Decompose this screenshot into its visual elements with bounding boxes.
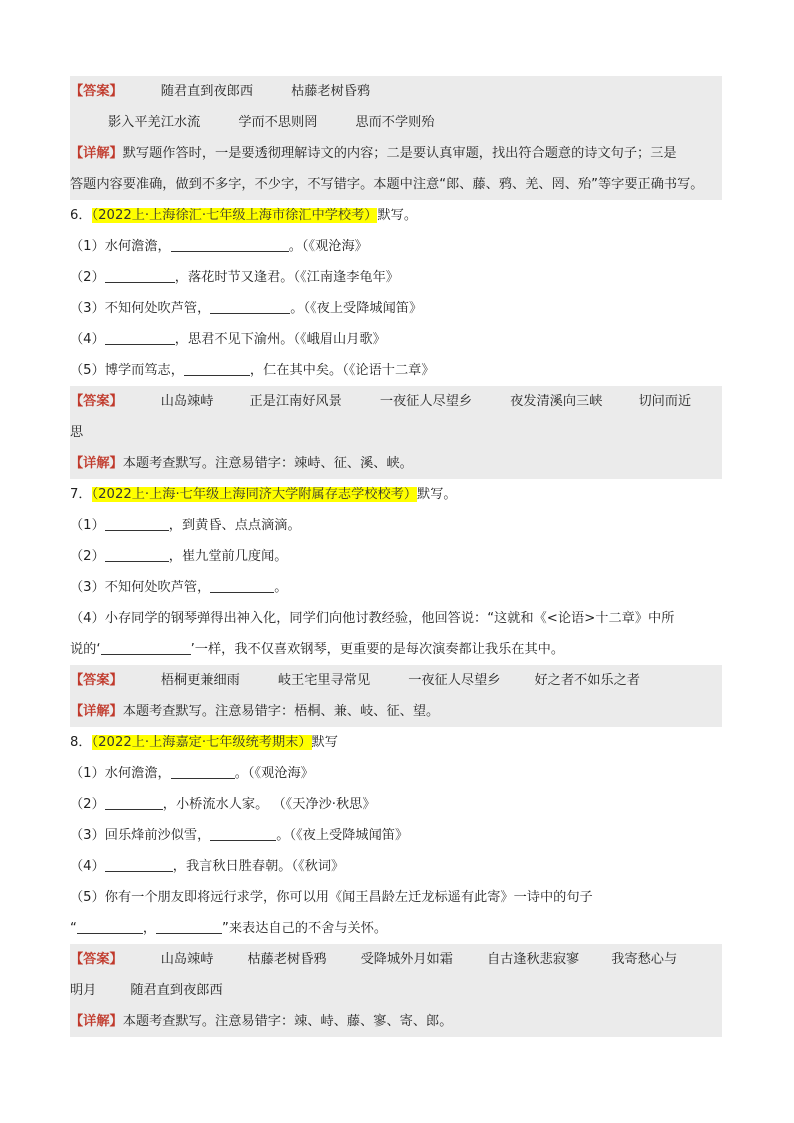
q6-answer-wrap [70,417,722,448]
answer-item: 随君直到夜郎西 [160,84,254,99]
q7-item-4 [70,603,722,634]
q8-item-4 [70,851,722,882]
q6-item-2 [70,262,722,293]
item-text: （5）你有一个朋友即将远行求学，你可以用《闻王昌龄左迁龙标遥有此寄》一诗中的句子 [70,890,593,905]
answer-blank [156,920,222,934]
detail-text: 本题考查默写。注意易错字：梧桐、兼、岐、征、望。 [122,704,440,719]
q7-item-1 [70,510,722,541]
answer-item: 夜发清溪向三峡 [510,394,603,409]
item-text: 说的‘ [70,642,101,657]
answer-blank [105,331,175,345]
answer-blank [101,641,191,655]
item-text: 。（《观沧海》 [234,766,314,781]
item-text: ’一样，我不仅喜欢钢琴，更重要的是每次演奏都让我乐在其中。 [190,642,565,657]
answer-item: 自古逢秋悲寂寥 [486,952,580,967]
q8-item-5-line-2 [70,913,722,944]
item-text: ，思君不见下渝州。（《峨眉山月歌》 [174,332,386,347]
answer-tag: 【答案】 [70,84,123,99]
item-text: ，落花时节又逢君。（《江南逢李龟年》 [174,270,399,285]
answer-item: 受降城外月如霜 [360,952,453,967]
question-source: （2022上·上海嘉定·七年级统考期末） [91,735,312,750]
answer-item: 梧桐更兼细雨 [160,673,240,688]
question-instruction: 默写。 [417,487,457,502]
q8-item-3 [70,820,722,851]
question-source: （2022上·上海徐汇·七年级上海市徐汇中学校考） [91,208,378,223]
item-text: （1） [70,518,105,533]
question-source: （2022上·上海·七年级上海同济大学附属存志学校校考） [91,487,418,502]
answer-item: 岐王宅里寻常见 [277,673,371,688]
item-text: 。（《夜上受降城闻笛》 [276,828,409,843]
item-text: 。（《夜上受降城闻笛》 [290,301,423,316]
item-text: （2） [70,549,105,564]
answer-blank [210,579,274,593]
answer-item: 影入平羌江水流 [108,115,201,130]
item-text: （3）不知何处吹芦管， [70,580,211,595]
answer-blank [184,362,250,376]
item-text: ，崔九堂前几度闻。 [168,549,288,564]
q8-answer-row [70,944,722,975]
answer-item: 学而不思则罔 [238,115,318,130]
item-text: （4）小存同学的钢琴弹得出神入化，同学们向他讨教经验，他回答说：“这就和《<论语>十二章》中所 [70,611,675,626]
item-text: （1）水何澹澹， [70,766,171,781]
item-text: ， [142,921,157,936]
answer-item: 一夜征人尽望乡 [408,673,501,688]
q8-item-5 [70,882,722,913]
answer-tag: 【答案】 [70,673,123,688]
q7-item-3 [70,572,722,603]
q7-item-2 [70,541,722,572]
q7-answer-row [70,665,722,696]
q8-item-1 [70,758,722,789]
detail-tag: 【详解】 [70,704,123,719]
answer-blank [105,858,173,872]
item-text: （3）不知何处吹芦管， [70,301,211,316]
answer-tag: 【答案】 [70,394,123,409]
detail-text: 本题考查默写。注意易错字：竦峙、征、溪、峡。 [122,456,413,471]
item-text: （3）回乐烽前沙似雪， [70,828,211,843]
q8-answer-wrap [70,975,722,1006]
item-text: ”来表达自己的不舍与关怀。 [222,921,388,936]
answer-item: 山岛竦峙 [160,394,214,409]
answer-blank [105,796,163,810]
answer-item: 枯藤老树昏鸦 [247,952,327,967]
q6-item-4 [70,324,722,355]
q5-detail-row-2 [70,169,722,200]
q7-item-4-line-2 [70,634,722,665]
q8-header [70,727,722,758]
question-number: 7． [70,487,92,502]
item-text: （2） [70,797,105,812]
document-page [70,76,722,1037]
item-text: （4） [70,332,105,347]
q5-answer-row [70,76,722,107]
detail-tag: 【详解】 [70,456,123,471]
detail-text: 本题考查默写。注意易错字：竦、峙、藤、寥、寄、郎。 [122,1014,453,1029]
item-text: ，到黄昏、点点滴滴。 [168,518,301,533]
item-text: ，仁在其中矣。（《论语十二章》 [249,363,435,378]
answer-blank [105,548,169,562]
answer-item: 明月 [70,983,97,998]
answer-blank [105,269,175,283]
item-text: ，小桥流水人家。 （《天净沙·秋思》 [162,797,376,812]
q6-item-3 [70,293,722,324]
item-text: （4） [70,859,105,874]
q5-detail-row [70,138,722,169]
answer-blank [105,517,169,531]
q5-answer-row-2 [70,107,722,138]
detail-tag: 【详解】 [70,1014,123,1029]
q8-detail-row [70,1006,722,1037]
q6-item-1 [70,231,722,262]
item-text: 。（《观沧海》 [288,239,368,254]
answer-item: 好之者不如乐之者 [534,673,640,688]
answer-blank [171,765,235,779]
q6-header [70,200,722,231]
answer-blank [210,827,276,841]
item-text: “ [70,921,77,936]
item-text: ，我言秋日胜春朝。（《秋词》 [172,859,345,874]
detail-text: 答题内容要准确，做到不多字，不少字，不写错字。本题中注意“郎、藤、鸦、羌、罔、殆”等字要正确书写。 [70,177,704,192]
q7-detail-row [70,696,722,727]
answer-item: 一夜征人尽望乡 [379,394,473,409]
answer-item: 山岛竦峙 [160,952,214,967]
answer-blank [210,300,290,314]
item-text: （1）水何澹澹， [70,239,171,254]
item-text: 。 [274,580,288,595]
item-text: （2） [70,270,105,285]
question-number: 8． [70,735,92,750]
answer-item: 我寄愁心与 [611,952,678,967]
answer-item: 随君直到夜郎西 [130,983,223,998]
q6-answer-row [70,386,722,417]
answer-item: 正是江南好风景 [249,394,342,409]
answer-tag: 【答案】 [70,952,123,967]
question-instruction: 默写 [311,735,338,750]
detail-text: 默写题作答时，一是要透彻理解诗文的内容；二是要认真审题，找出符合题意的诗文句子；三是 [122,146,677,161]
question-number: 6． [70,208,92,223]
answer-blank [77,920,143,934]
q6-detail-row [70,448,722,479]
question-instruction: 默写。 [377,208,418,223]
answer-blank [171,238,289,252]
answer-item: 枯藤老树昏鸦 [291,84,371,99]
q6-item-5 [70,355,722,386]
q7-header [70,479,722,510]
answer-item: 切问而近 [638,394,692,409]
detail-tag: 【详解】 [70,146,123,161]
item-text: （5）博学而笃志， [70,363,184,378]
q8-item-2 [70,789,722,820]
answer-item: 思 [70,425,84,440]
answer-item: 思而不学则殆 [355,115,435,130]
